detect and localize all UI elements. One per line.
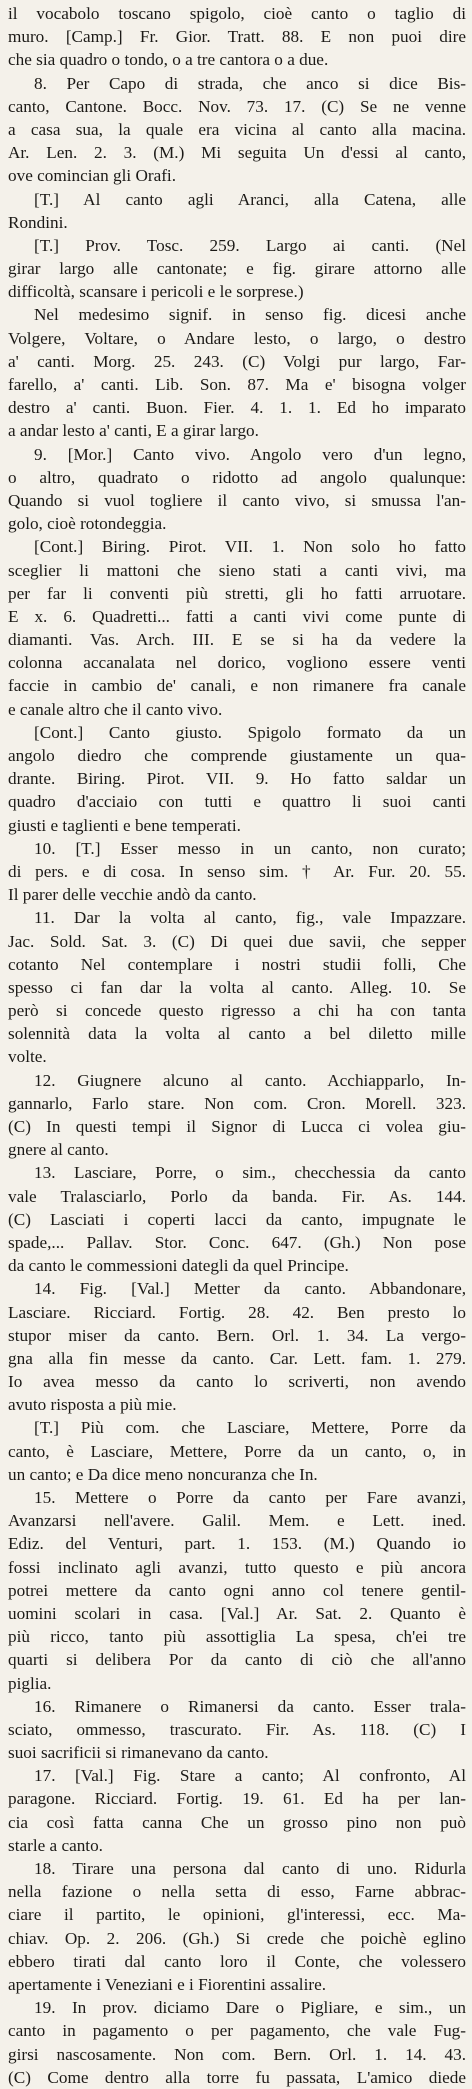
text-line: Io avea messo da canto lo scriverti, non avendo — [8, 1372, 466, 1392]
text-line: un canto; e Da dice meno noncuranza che In. — [8, 1464, 318, 1484]
text-line: chiav. Op. 2. 206. (Gh.) Si crede che poichè eglino — [8, 1928, 466, 1948]
text-line: 16. Rimanere o Rimanersi da canto. Esser trala- — [34, 1696, 466, 1716]
text-line: 10. [T.] Esser messo in un canto, non curato; — [34, 838, 466, 858]
text-line: [T.] Prov. Tosc. 259. Largo ai canti. (Nel — [34, 235, 466, 255]
text-line: difficoltà, scansare i pericoli e le sorprese.) — [8, 282, 304, 302]
text-line: stupor miser da canto. Bern. Orl. 1. 34. La vergo- — [8, 1325, 466, 1345]
text-line: da canto le commessioni dategli da quel Principe. — [8, 1256, 349, 1276]
text-line: uomini scolari in casa. [Val.] Ar. Sat. 2. Quanto è — [8, 1603, 466, 1623]
text-line: (C) Lasciati i coperti lacci da canto, impugnate le — [8, 1209, 466, 1229]
text-line: per far li conventi più stretti, gli ho fatti arruotare. — [8, 583, 466, 603]
text-line: 19. In prov. diciamo Dare o Pigliare, e sim., un — [34, 1998, 466, 2018]
text-line: cotanto Nel contemplare i nostri studii folli, Che — [8, 954, 466, 974]
text-line: Rondini. — [8, 212, 68, 232]
text-line: 8. Per Capo di strada, che anco si dice Bis- — [34, 73, 466, 93]
text-line: [Cont.] Biring. Pirot. VII. 1. Non solo ho fatto — [34, 537, 466, 557]
text-line: però si concede questo rigresso a chi ha con tanta — [8, 1001, 466, 1021]
text-line: Avanzarsi nell'avere. Galil. Mem. e Lett. ined. — [8, 1511, 466, 1531]
text-line: e canale altro che il canto vivo. — [8, 699, 223, 719]
text-line: più ricco, tanto più assottiglia La spesa, ch'ei tre — [8, 1627, 466, 1647]
text-line: 13. Lasciare, Porre, o sim., checchessia da canto — [34, 1163, 466, 1183]
text-line: paragone. Ricciard. Fortig. 19. 61. Ed ha per lan- — [8, 1789, 466, 1809]
text-line: girsi nascosamente. Non com. Bern. Orl. 1. 14. 43. — [8, 2044, 466, 2064]
text-line: 18. Tirare una persona dal canto di uno. Ridurla — [34, 1859, 466, 1878]
text-line: 11. Dar la volta al canto, fig., vale Impazzare. — [34, 908, 466, 928]
text-line: Lasciare. Ricciard. Fortig. 28. 42. Ben presto lo — [8, 1302, 466, 1322]
text-line: canto, è Lasciare, Mettere, Porre da un canto, o, in — [8, 1441, 466, 1461]
text-line: (C) Come dentro alla torre fu passata, L'amico diede — [8, 2067, 466, 2087]
text-line: canto in pagamento o per pagamento, che vale Fug- — [8, 2021, 466, 2041]
text-line: sceglier li mattoni che sieno stati a canti vivi, ma — [8, 560, 466, 580]
text-line: che sia quadro o tondo, o a tre cantora o a due. — [8, 50, 329, 70]
text-line: Nel medesimo signif. in senso fig. dicesi anche — [34, 305, 466, 325]
text-line: quarti si delibera Por da canto di ciò che all'anno — [8, 1650, 466, 1670]
text-line: Jac. Sold. Sat. 3. (C) Di quei due savii, che sepper — [8, 931, 466, 951]
text-line: drante. Biring. Pirot. VII. 9. Ho fatto saldar un — [8, 769, 466, 789]
text-line: gannarlo, Farlo stare. Non com. Cron. Morell. 323. — [8, 1093, 466, 1113]
text-line: potrei mettere da canto ogni anno col tenere gentil- — [8, 1580, 466, 1600]
text-line: ove comincian gli Orafi. — [8, 166, 176, 186]
text-line: ebbero tirati dal canto loro il Conte, che volessero — [8, 1951, 466, 1971]
text-line: faccie in cambio de' canali, e non rimanere fra canale — [8, 676, 466, 696]
text-line: [T.] Al canto agli Aranci, alla Catena, alle — [34, 189, 466, 209]
text-line: suoi sacrificii si rimanevano da canto. — [8, 1743, 269, 1763]
text-line: a andar lesto a' canti, E a girar largo. — [8, 421, 259, 441]
text-line: il vocabolo toscano spigolo, cioè canto o taglio di — [8, 4, 466, 23]
text-line: gnere al canto. — [8, 1140, 109, 1160]
text-line: apertamente i Veneziani e i Fiorentini assalire. — [8, 1974, 327, 1994]
text-line: starle a canto. — [8, 1835, 103, 1855]
text-line: sciato, ommesso, trascurato. Fir. As. 118. (C) I — [8, 1719, 466, 1739]
text-line: di pers. e di cosa. In senso sim. † Ar. Fur. 20. 55. — [8, 861, 466, 881]
text-line: nella fazione o nella setta di esso, Farne abbrac- — [8, 1882, 466, 1902]
text-line: farello, a' canti. Lib. Son. 87. Ma e' bisogna volger — [8, 375, 466, 394]
text-line: gna alla fin messe da canto. Car. Lett. fam. 1. 279. — [8, 1348, 466, 1368]
text-line: 17. [Val.] Fig. Stare a canto; Al confronto, Al — [34, 1766, 466, 1786]
text-line: piglia. — [8, 1673, 52, 1693]
text-line: Volgere, Voltare, o Andare lesto, o largo, o destro — [8, 328, 466, 348]
text-line: 15. Mettere o Porre da canto per Fare avanzi, — [34, 1488, 466, 1507]
text-line: volte. — [8, 1047, 47, 1067]
text-line: E x. 6. Quadretti... fatti a canti vivi come punte di — [8, 606, 466, 626]
text-line: girar largo alle cantonate; e fig. girare attorno alle — [8, 259, 466, 279]
text-line: a casa sua, la quale era vicina al canto alla macina. — [8, 119, 466, 139]
text-line: canto, Cantone. Bocc. Nov. 73. 17. (C) Se ne venne — [8, 96, 466, 116]
text-line: Ediz. del Venturi, part. 1. 153. (M.) Quando io — [8, 1534, 466, 1554]
text-line: spesso ci fan dar la volta al canto. Alleg. 10. Se — [8, 977, 466, 997]
text-line: diamanti. Vas. Arch. III. E se si ha da vedere la — [8, 630, 466, 650]
text-line: vale Tralasciarlo, Porlo da banda. Fir. As. 144. — [8, 1186, 466, 1206]
text-line: [T.] Più com. che Lasciare, Mettere, Porre da — [34, 1418, 466, 1438]
text-line: avuto risposta a più mie. — [8, 1395, 177, 1415]
text-line: solennità data la volta al canto a bel diletto mille — [8, 1024, 466, 1044]
text-line: quadro d'acciaio con tutti e quattro li suoi canti — [8, 792, 466, 812]
text-line: (C) In questi tempi il Signor di Lucca ci volea giu- — [8, 1117, 466, 1136]
text-line: fossi inclinato agli avanzi, tutto questo e più ancora — [8, 1557, 466, 1577]
text-line: muro. [Camp.] Fr. Gior. Tratt. 88. E non puoi dire — [8, 27, 466, 47]
text-line: golo, cioè rotondeggia. — [8, 514, 167, 534]
text-line: spade,... Pallav. Stor. Conc. 647. (Gh.) Non pose — [8, 1232, 466, 1252]
text-line: 9. [Mor.] Canto vivo. Angolo vero d'un legno, — [34, 444, 466, 464]
text-line: giusti e taglienti e bene temperati. — [8, 815, 241, 835]
text-line: a' canti. Morg. 25. 243. (C) Volgi pur largo, Far- — [8, 351, 466, 371]
text-line: angolo diedro che comprende giustamente un qua- — [8, 746, 466, 765]
text-line: [Cont.] Canto giusto. Spigolo formato da un — [34, 722, 466, 742]
text-line: destro a' canti. Buon. Fier. 4. 1. 1. Ed ho imparato — [8, 398, 466, 418]
text-line: Quando si vuol togliere il canto vivo, si smussa l'an- — [8, 490, 466, 510]
text-line: Il parer delle vecchie andò da canto. — [8, 885, 257, 905]
text-line: colonna accanalata nel dorico, vogliono essere venti — [8, 653, 466, 673]
text-line: 14. Fig. [Val.] Metter da canto. Abbandonare, — [34, 1279, 466, 1299]
text-line: ciare il partito, le opinioni, gl'interessi, ecc. Ma- — [8, 1905, 466, 1925]
text-line: 12. Giugnere alcuno al canto. Acchiapparlo, In- — [34, 1070, 466, 1090]
text-line: cia così fatta canna Che un grosso pino non può — [8, 1812, 466, 1832]
text-line: o altro, quadrato o ridotto ad angolo qualunque: — [8, 467, 466, 487]
text-line: Ar. Len. 2. 3. (M.) Mi seguita Un d'essi al canto, — [8, 143, 466, 163]
